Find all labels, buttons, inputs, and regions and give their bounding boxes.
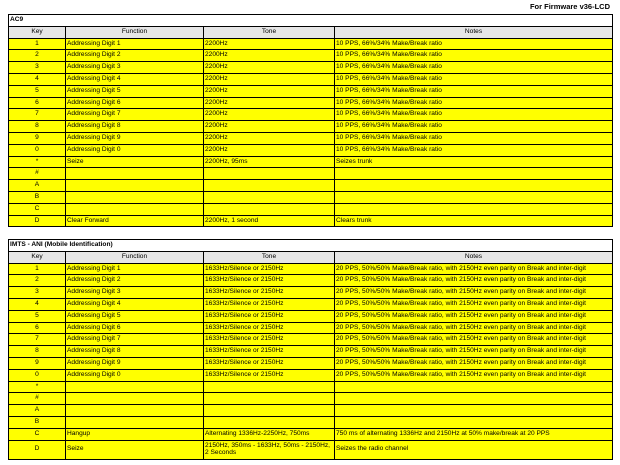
- cell-tone: 2150Hz, 350ms - 1633Hz, 50ms - 2150Hz, 2 Seconds: [204, 440, 335, 459]
- table-row: [9, 346, 613, 358]
- cell-tone: 1633Hz/Silence or 2150Hz: [204, 310, 335, 322]
- cell-tone: 2200Hz: [204, 144, 335, 156]
- cell-function: Seize: [66, 156, 204, 168]
- cell-tone: 2200Hz: [204, 109, 335, 121]
- table-row: [9, 440, 613, 459]
- cell-function: Addressing Digit 1: [66, 38, 204, 50]
- firmware-label: For Firmware v36-LCD: [529, 2, 610, 11]
- cell-key: 1: [9, 263, 66, 275]
- table-row: [9, 38, 613, 50]
- cell-key: #: [9, 168, 66, 180]
- cell-function: Addressing Digit 2: [66, 275, 204, 287]
- table-row: [9, 73, 613, 85]
- cell-notes: 20 PPS, 50%/50% Make/Break ratio, with 2150Hz even parity on Break and inter-digit: [335, 263, 613, 275]
- table-row: [9, 334, 613, 346]
- cell-function: Addressing Digit 3: [66, 287, 204, 299]
- cell-tone: [204, 405, 335, 417]
- cell-function: [66, 180, 204, 192]
- table-body: [9, 263, 613, 459]
- table-row: [9, 416, 613, 428]
- cell-notes: 20 PPS, 50%/50% Make/Break ratio, with 2150Hz even parity on Break and inter-digit: [335, 334, 613, 346]
- cell-key: 3: [9, 62, 66, 74]
- table-row: [9, 203, 613, 215]
- cell-function: Addressing Digit 8: [66, 121, 204, 133]
- cell-tone: 1633Hz/Silence or 2150Hz: [204, 322, 335, 334]
- cell-notes: 10 PPS, 66%/34% Make/Break ratio: [335, 132, 613, 144]
- cell-function: Addressing Digit 9: [66, 357, 204, 369]
- cell-key: 1: [9, 38, 66, 50]
- cell-key: 8: [9, 346, 66, 358]
- column-header-key: Key: [9, 251, 66, 263]
- column-header-function: Function: [66, 26, 204, 38]
- cell-key: 5: [9, 310, 66, 322]
- cell-notes: [335, 405, 613, 417]
- cell-notes: 10 PPS, 66%/34% Make/Break ratio: [335, 144, 613, 156]
- cell-key: 8: [9, 121, 66, 133]
- table-body: [9, 38, 613, 227]
- cell-tone: 1633Hz/Silence or 2150Hz: [204, 287, 335, 299]
- cell-tone: [204, 416, 335, 428]
- cell-notes: 10 PPS, 66%/34% Make/Break ratio: [335, 97, 613, 109]
- ac9-table: [8, 14, 613, 227]
- cell-notes: 10 PPS, 66%/34% Make/Break ratio: [335, 85, 613, 97]
- cell-notes: 10 PPS, 66%/34% Make/Break ratio: [335, 73, 613, 85]
- cell-key: 5: [9, 85, 66, 97]
- cell-notes: Clears trunk: [335, 215, 613, 227]
- cell-function: Addressing Digit 4: [66, 298, 204, 310]
- table-row: [9, 144, 613, 156]
- cell-function: Addressing Digit 7: [66, 109, 204, 121]
- cell-function: Addressing Digit 1: [66, 263, 204, 275]
- cell-notes: Seizes the radio channel: [335, 440, 613, 459]
- table-row: [9, 287, 613, 299]
- table-row: [9, 310, 613, 322]
- cell-function: Addressing Digit 0: [66, 144, 204, 156]
- cell-tone: 2200Hz: [204, 62, 335, 74]
- cell-tone: [204, 381, 335, 393]
- cell-key: #: [9, 393, 66, 405]
- cell-tone: 1633Hz/Silence or 2150Hz: [204, 357, 335, 369]
- cell-notes: 20 PPS, 50%/50% Make/Break ratio, with 2150Hz even parity on Break and inter-digit: [335, 369, 613, 381]
- cell-function: [66, 416, 204, 428]
- table-row: [9, 62, 613, 74]
- table-row: [9, 97, 613, 109]
- table-row: [9, 215, 613, 227]
- cell-tone: 2200Hz, 95ms: [204, 156, 335, 168]
- cell-function: Addressing Digit 7: [66, 334, 204, 346]
- column-header-notes: Notes: [335, 251, 613, 263]
- cell-notes: 10 PPS, 66%/34% Make/Break ratio: [335, 109, 613, 121]
- cell-key: 4: [9, 298, 66, 310]
- table-row: [9, 109, 613, 121]
- table-row: [9, 428, 613, 440]
- cell-function: [66, 191, 204, 203]
- cell-notes: [335, 168, 613, 180]
- table-row: [9, 156, 613, 168]
- cell-key: 0: [9, 144, 66, 156]
- cell-function: [66, 203, 204, 215]
- cell-notes: 20 PPS, 50%/50% Make/Break ratio, with 2150Hz even parity on Break and inter-digit: [335, 298, 613, 310]
- cell-function: Addressing Digit 0: [66, 369, 204, 381]
- column-header-key: Key: [9, 26, 66, 38]
- cell-tone: [204, 191, 335, 203]
- cell-notes: 20 PPS, 50%/50% Make/Break ratio, with 2150Hz even parity on Break and inter-digit: [335, 346, 613, 358]
- table-row: [9, 263, 613, 275]
- cell-key: 7: [9, 109, 66, 121]
- cell-function: Addressing Digit 3: [66, 62, 204, 74]
- cell-notes: Seizes trunk: [335, 156, 613, 168]
- cell-function: Addressing Digit 5: [66, 310, 204, 322]
- column-header-tone: Tone: [204, 251, 335, 263]
- table-row: [9, 180, 613, 192]
- table-row: [9, 405, 613, 417]
- cell-notes: [335, 393, 613, 405]
- table-title: AC9: [9, 15, 613, 27]
- cell-key: A: [9, 180, 66, 192]
- cell-key: 0: [9, 369, 66, 381]
- cell-tone: 2200Hz: [204, 50, 335, 62]
- cell-function: Addressing Digit 2: [66, 50, 204, 62]
- cell-tone: 1633Hz/Silence or 2150Hz: [204, 263, 335, 275]
- cell-tone: 1633Hz/Silence or 2150Hz: [204, 275, 335, 287]
- cell-function: Addressing Digit 6: [66, 97, 204, 109]
- cell-tone: 2200Hz, 1 second: [204, 215, 335, 227]
- cell-function: [66, 405, 204, 417]
- cell-key: B: [9, 191, 66, 203]
- cell-notes: [335, 180, 613, 192]
- cell-notes: [335, 381, 613, 393]
- cell-tone: [204, 393, 335, 405]
- cell-notes: 750 ms of alternating 1336Hz and 2150Hz at 50% make/break at 20 PPS: [335, 428, 613, 440]
- cell-tone: 1633Hz/Silence or 2150Hz: [204, 298, 335, 310]
- table-row: [9, 85, 613, 97]
- cell-key: D: [9, 215, 66, 227]
- cell-tone: 1633Hz/Silence or 2150Hz: [204, 334, 335, 346]
- table-row: [9, 275, 613, 287]
- cell-notes: 10 PPS, 66%/34% Make/Break ratio: [335, 121, 613, 133]
- table-row: [9, 393, 613, 405]
- table-row: [9, 369, 613, 381]
- cell-key: *: [9, 156, 66, 168]
- cell-notes: 10 PPS, 66%/34% Make/Break ratio: [335, 50, 613, 62]
- cell-function: Seize: [66, 440, 204, 459]
- cell-key: 9: [9, 357, 66, 369]
- cell-notes: [335, 191, 613, 203]
- table-row: [9, 132, 613, 144]
- cell-function: Addressing Digit 4: [66, 73, 204, 85]
- cell-notes: 20 PPS, 50%/50% Make/Break ratio, with 2150Hz even parity on Break and inter-digit: [335, 357, 613, 369]
- cell-key: A: [9, 405, 66, 417]
- cell-function: Addressing Digit 9: [66, 132, 204, 144]
- cell-key: 3: [9, 287, 66, 299]
- cell-notes: 10 PPS, 66%/34% Make/Break ratio: [335, 62, 613, 74]
- cell-notes: 20 PPS, 50%/50% Make/Break ratio, with 2150Hz even parity on Break and inter-digit: [335, 287, 613, 299]
- cell-tone: 2200Hz: [204, 85, 335, 97]
- cell-key: 6: [9, 97, 66, 109]
- cell-key: 2: [9, 275, 66, 287]
- cell-notes: 20 PPS, 50%/50% Make/Break ratio, with 2150Hz even parity on Break and inter-digit: [335, 322, 613, 334]
- cell-tone: 1633Hz/Silence or 2150Hz: [204, 346, 335, 358]
- cell-notes: 20 PPS, 50%/50% Make/Break ratio, with 2150Hz even parity on Break and inter-digit: [335, 275, 613, 287]
- cell-tone: Alternating 1336Hz-2250Hz, 750ms: [204, 428, 335, 440]
- cell-key: 7: [9, 334, 66, 346]
- table-row: [9, 381, 613, 393]
- cell-key: 2: [9, 50, 66, 62]
- cell-tone: 1633Hz/Silence or 2150Hz: [204, 369, 335, 381]
- table-row: [9, 322, 613, 334]
- table-row: [9, 191, 613, 203]
- cell-function: Hangup: [66, 428, 204, 440]
- imts-ani-table: [8, 239, 613, 460]
- cell-key: C: [9, 203, 66, 215]
- cell-notes: 20 PPS, 50%/50% Make/Break ratio, with 2150Hz even parity on Break and inter-digit: [335, 310, 613, 322]
- cell-tone: 2200Hz: [204, 121, 335, 133]
- cell-key: 6: [9, 322, 66, 334]
- cell-key: *: [9, 381, 66, 393]
- cell-function: [66, 393, 204, 405]
- cell-key: 9: [9, 132, 66, 144]
- cell-tone: [204, 168, 335, 180]
- table-row: [9, 50, 613, 62]
- cell-key: C: [9, 428, 66, 440]
- cell-tone: 2200Hz: [204, 38, 335, 50]
- table-row: [9, 357, 613, 369]
- cell-notes: 10 PPS, 66%/34% Make/Break ratio: [335, 38, 613, 50]
- cell-notes: [335, 203, 613, 215]
- cell-function: Addressing Digit 8: [66, 346, 204, 358]
- table-title: IMTS - ANI (Mobile Identification): [9, 240, 613, 252]
- table-row: [9, 298, 613, 310]
- cell-notes: [335, 416, 613, 428]
- cell-tone: [204, 180, 335, 192]
- cell-function: [66, 381, 204, 393]
- cell-tone: [204, 203, 335, 215]
- cell-function: Addressing Digit 5: [66, 85, 204, 97]
- column-header-notes: Notes: [335, 26, 613, 38]
- cell-tone: 2200Hz: [204, 73, 335, 85]
- cell-key: B: [9, 416, 66, 428]
- column-header-tone: Tone: [204, 26, 335, 38]
- table-row: [9, 121, 613, 133]
- column-header-function: Function: [66, 251, 204, 263]
- cell-key: D: [9, 440, 66, 459]
- cell-tone: 2200Hz: [204, 132, 335, 144]
- table-row: [9, 168, 613, 180]
- cell-tone: 2200Hz: [204, 97, 335, 109]
- cell-function: [66, 168, 204, 180]
- cell-function: Clear Forward: [66, 215, 204, 227]
- cell-function: Addressing Digit 6: [66, 322, 204, 334]
- cell-key: 4: [9, 73, 66, 85]
